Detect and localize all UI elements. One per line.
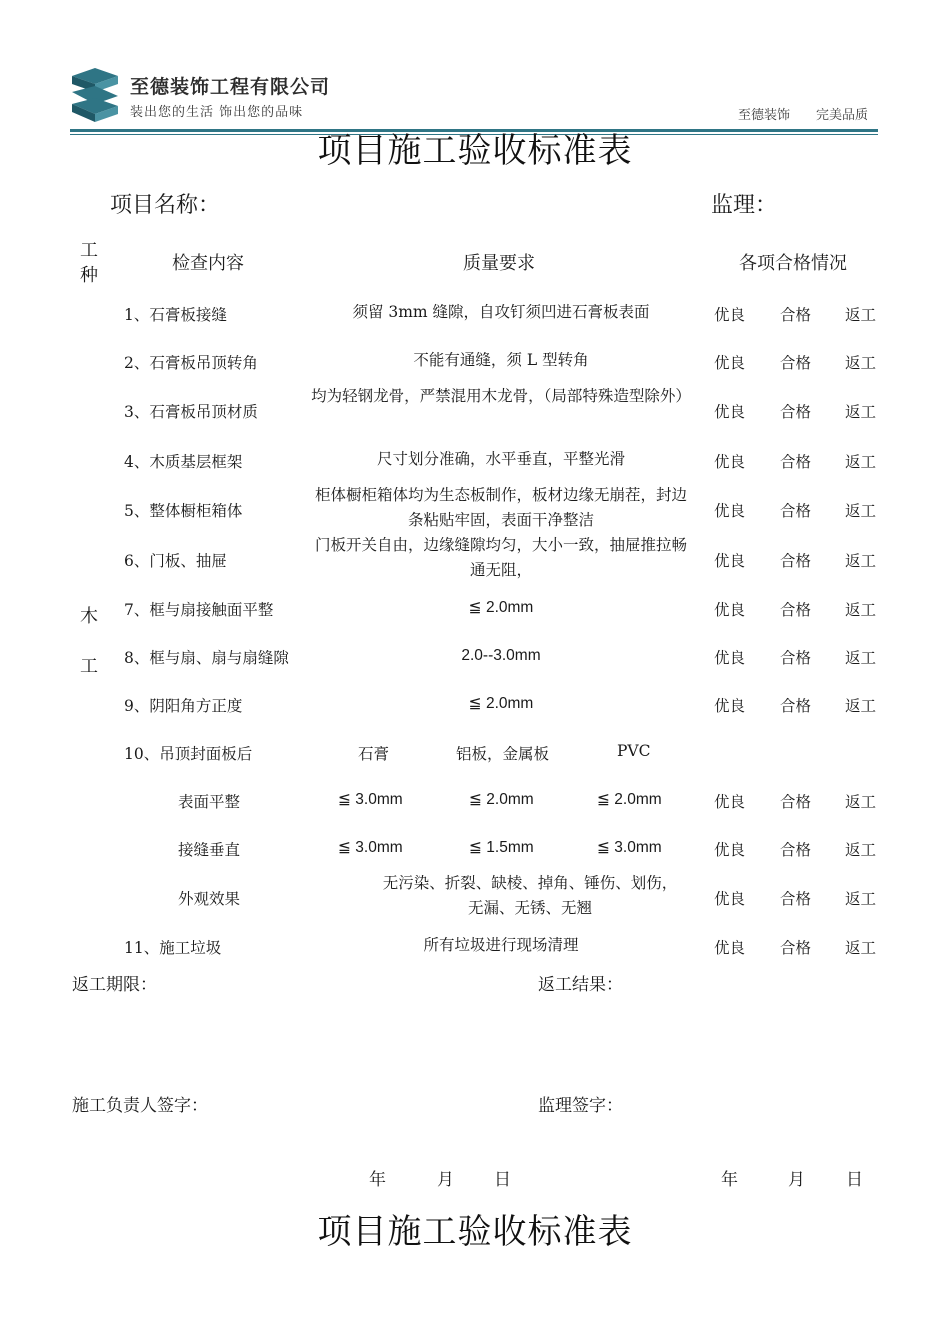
rating-option: 返工 [845, 306, 877, 324]
rating-option: 返工 [845, 453, 877, 471]
rating-option: 合格 [780, 841, 812, 859]
check-item: 2、石膏板吊顶转角 [124, 354, 258, 372]
quality-requirement: 所有垃圾进行现场清理 [423, 936, 579, 954]
tolerance-value: ≦ 3.0mm [597, 839, 662, 856]
quality-requirement: 尺寸划分准确，水平垂直，平整光滑 [376, 449, 625, 468]
rating-option: 合格 [780, 697, 812, 715]
supervisor-date-year: 年 [721, 1170, 738, 1190]
check-item: 9、阴阳角方正度 [124, 697, 243, 715]
material-gypsum: 石膏 [358, 745, 390, 763]
rating-option: 返工 [845, 697, 877, 715]
quality-requirement: 门板开关自由，边缘缝隙均匀，大小一致，抽屉推拉畅通无阻， [314, 536, 687, 579]
tolerance-value: ≦ 1.5mm [469, 839, 534, 856]
header-motto-right: 完美品质 [816, 108, 869, 123]
rating-option: 合格 [780, 601, 812, 619]
trade-label: 木工 [80, 606, 98, 677]
tolerance-value: ≦ 2.0mm [469, 791, 534, 808]
material-pvc: PVC [617, 742, 651, 760]
check-item: 4、木质基层框架 [124, 453, 243, 471]
rating-option: 合格 [780, 502, 812, 520]
rating-option: 返工 [845, 841, 877, 859]
tolerance-value: ≦ 3.0mm [338, 839, 403, 856]
quality-requirement: 均为轻钢龙骨，严禁混用木龙骨，（局部特殊造型除外） [311, 387, 691, 405]
rating-option: 合格 [780, 306, 812, 324]
check-item: 5、整体橱柜箱体 [124, 502, 243, 520]
ceiling-subitem: 接缝垂直 [178, 841, 241, 859]
supervisor-date-month: 月 [788, 1170, 805, 1190]
rework-result-label: 返工结果： [538, 975, 623, 995]
tolerance-value: ≦ 3.0mm [338, 791, 403, 808]
rating-option: 返工 [845, 601, 877, 619]
rating-option: 返工 [845, 649, 877, 667]
supervisor-date-day: 日 [846, 1170, 863, 1190]
rating-option: 返工 [845, 552, 877, 570]
quality-requirement: 柜体橱柜箱体均为生态板制作，板材边缘无崩茬，封边条粘贴牢固，表面干净整洁 [314, 486, 687, 529]
rating-option: 优良 [714, 502, 746, 520]
page-title: 项目施工验收标准表 [317, 131, 633, 171]
check-item: 1、石膏板接缝 [124, 306, 227, 324]
rating-option: 优良 [714, 793, 746, 811]
rating-option: 优良 [714, 841, 746, 859]
ceiling-subitem: 外观效果 [178, 890, 241, 908]
page-title-repeat: 项目施工验收标准表 [317, 1212, 633, 1252]
rework-deadline-label: 返工期限： [72, 975, 157, 995]
quality-requirement: ≦ 2.0mm [468, 598, 534, 616]
contractor-signature-label: 施工负责人签字： [72, 1096, 208, 1116]
quality-requirement: 无污染、折裂、缺棱、掉角、锤伤、划伤，无漏、无锈、无翘 [382, 874, 678, 917]
column-header-rating: 各项合格情况 [739, 253, 847, 274]
rating-option: 合格 [780, 793, 812, 811]
column-header-trade: 工种 [80, 240, 98, 286]
column-header-quality: 质量要求 [463, 253, 535, 274]
rating-option: 优良 [714, 939, 746, 957]
ceiling-item: 10、吊顶封面板后 [124, 745, 253, 763]
check-item: 8、框与扇、扇与扇缝隙 [124, 649, 289, 667]
rating-option: 优良 [714, 697, 746, 715]
rating-option: 合格 [780, 354, 812, 372]
company-logo [70, 68, 120, 124]
rating-option: 返工 [845, 403, 877, 421]
rating-option: 优良 [714, 890, 746, 908]
company-name: 至德装饰工程有限公司 [130, 76, 331, 98]
rating-option: 合格 [780, 890, 812, 908]
material-metal: 铝板，金属板 [456, 745, 550, 763]
project-name-label: 项目名称： [110, 193, 221, 218]
contractor-date-year: 年 [369, 1170, 386, 1190]
check-item: 11、施工垃圾 [124, 939, 222, 957]
rating-option: 返工 [845, 502, 877, 520]
column-header-check-item: 检查内容 [172, 253, 244, 274]
rating-option: 优良 [714, 306, 746, 324]
quality-requirement: 须留 3mm 缝隙，自攻钉须凹进石膏板表面 [352, 302, 650, 321]
rating-option: 优良 [714, 403, 746, 421]
rating-option: 返工 [845, 939, 877, 957]
rating-option: 优良 [714, 354, 746, 372]
check-item: 7、框与扇接触面平整 [124, 601, 274, 619]
rating-option: 合格 [780, 453, 812, 471]
tolerance-value: ≦ 2.0mm [597, 791, 662, 808]
check-item: 6、门板、抽屉 [124, 552, 227, 570]
quality-requirement: ≦ 2.0mm [468, 694, 534, 712]
header-motto-left: 至德装饰 [738, 108, 791, 123]
rating-option: 合格 [780, 939, 812, 957]
rating-option: 优良 [714, 601, 746, 619]
ceiling-subitem: 表面平整 [178, 793, 241, 811]
company-slogan: 装出您的生活 饰出您的品味 [130, 105, 304, 120]
supervisor-label: 监理： [711, 193, 778, 218]
contractor-date-month: 月 [437, 1170, 454, 1190]
rating-option: 返工 [845, 890, 877, 908]
supervisor-signature-label: 监理签字： [538, 1096, 623, 1116]
quality-requirement: 不能有通缝，须 L 型转角 [413, 350, 589, 369]
rating-option: 返工 [845, 354, 877, 372]
contractor-date-day: 日 [494, 1170, 511, 1190]
rating-option: 优良 [714, 552, 746, 570]
rating-option: 合格 [780, 403, 812, 421]
rating-option: 合格 [780, 552, 812, 570]
rating-option: 优良 [714, 453, 746, 471]
quality-requirement: 2.0--3.0mm [461, 646, 541, 664]
check-item: 3、石膏板吊顶材质 [124, 403, 258, 421]
rating-option: 优良 [714, 649, 746, 667]
rating-option: 合格 [780, 649, 812, 667]
rating-option: 返工 [845, 793, 877, 811]
